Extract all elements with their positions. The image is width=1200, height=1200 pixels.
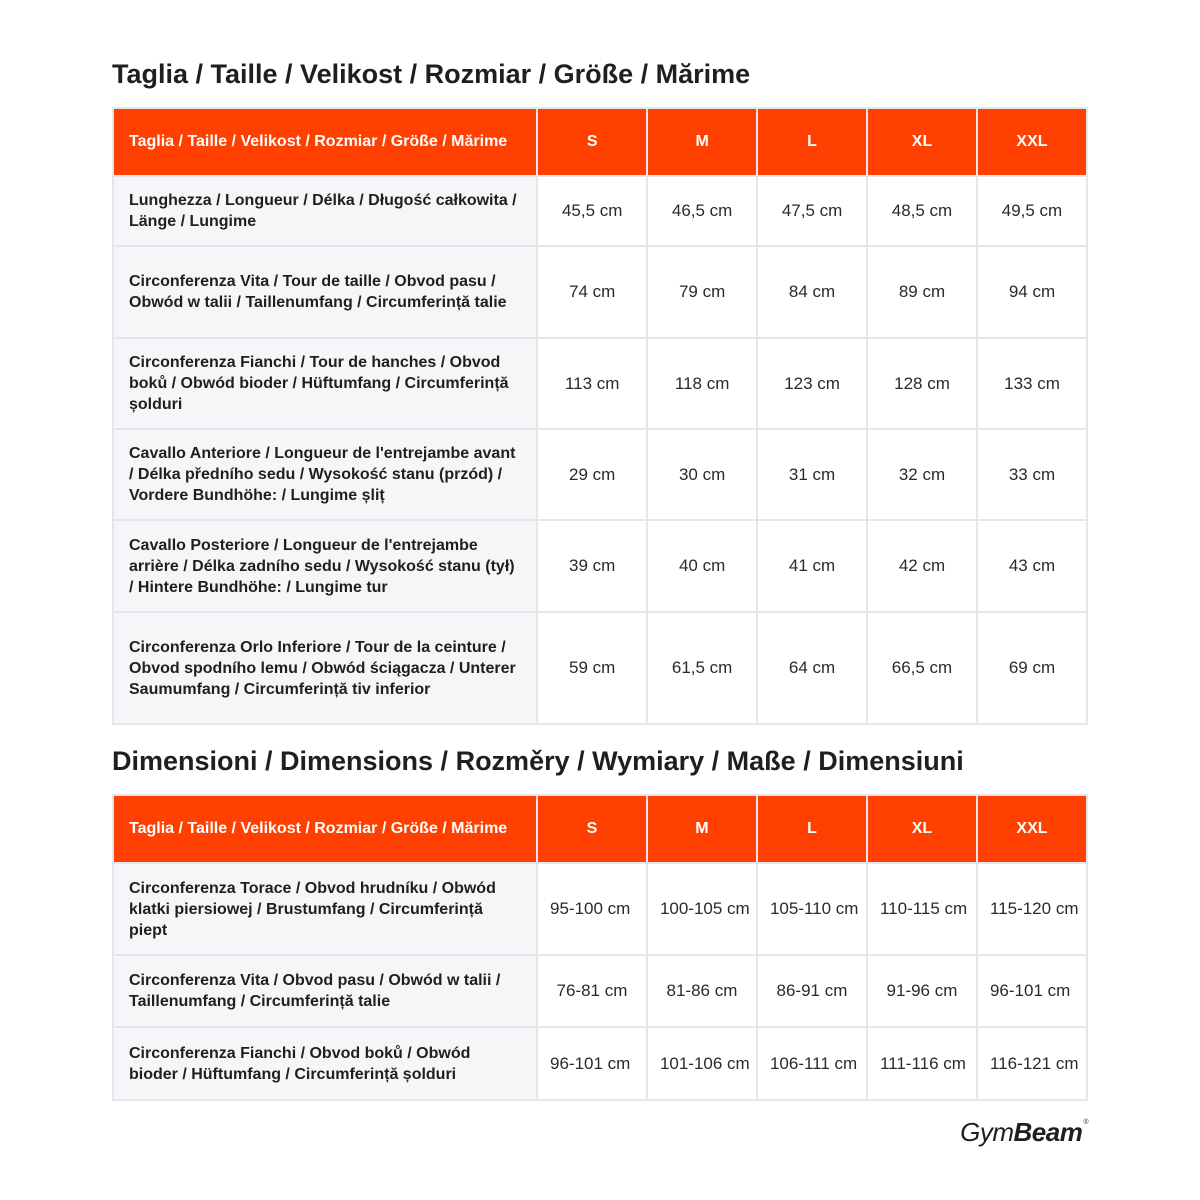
table-row — [114, 430, 1086, 519]
size-table — [112, 107, 1088, 725]
registered-mark: ® — [1083, 1119, 1088, 1126]
cell-value: 76-81 cm — [538, 956, 646, 1026]
gymbeam-logo — [960, 1117, 1088, 1148]
table-row — [114, 339, 1086, 428]
cell-value: 116-121 cm — [978, 1028, 1086, 1099]
header-size-s: S — [538, 796, 646, 862]
header-size-l: L — [758, 796, 866, 862]
table-row — [114, 864, 1086, 954]
cell-value: 64 cm — [758, 613, 866, 723]
header-size-s: S — [538, 109, 646, 175]
row-label: Cavallo Anteriore / Longueur de l'entrejambe avant / Délka předního sedu / Wysokość stanu (przód) / Vordere Bundhöhe: / Lungime șliț — [114, 430, 536, 519]
cell-value: 100-105 cm — [648, 864, 756, 954]
cell-value: 47,5 cm — [758, 177, 866, 245]
cell-value: 42 cm — [868, 521, 976, 611]
table-header-row — [114, 109, 1086, 175]
cell-value: 113 cm — [538, 339, 646, 428]
row-label: Circonferenza Torace / Obvod hrudníku / Obwód klatki piersiowej / Brustumfang / Circumferință piept — [114, 864, 536, 954]
cell-value: 118 cm — [648, 339, 756, 428]
cell-value: 74 cm — [538, 247, 646, 337]
row-label: Circonferenza Vita / Obvod pasu / Obwód w talii / Taillenumfang / Circumferință talie — [114, 956, 536, 1026]
row-label: Circonferenza Fianchi / Obvod boků / Obwód bioder / Hüftumfang / Circumferință șolduri — [114, 1028, 536, 1099]
table-row — [114, 521, 1086, 611]
table-row — [114, 247, 1086, 337]
table-row — [114, 177, 1086, 245]
cell-value: 96-101 cm — [978, 956, 1086, 1026]
logo-text-gym: Gym — [960, 1117, 1014, 1147]
cell-value: 95-100 cm — [538, 864, 646, 954]
table-row — [114, 613, 1086, 723]
cell-value: 33 cm — [978, 430, 1086, 519]
header-size-xl: XL — [868, 796, 976, 862]
header-size-m: M — [648, 109, 756, 175]
header-size-xxl: XXL — [978, 796, 1086, 862]
cell-value: 69 cm — [978, 613, 1086, 723]
cell-value: 30 cm — [648, 430, 756, 519]
size-table-title: Taglia / Taille / Velikost / Rozmiar / Größe / Mărime — [112, 59, 751, 89]
cell-value: 106-111 cm — [758, 1028, 866, 1099]
cell-value: 31 cm — [758, 430, 866, 519]
cell-value: 115-120 cm — [978, 864, 1086, 954]
cell-value: 96-101 cm — [538, 1028, 646, 1099]
cell-value: 123 cm — [758, 339, 866, 428]
cell-value: 61,5 cm — [648, 613, 756, 723]
cell-value: 89 cm — [868, 247, 976, 337]
cell-value: 45,5 cm — [538, 177, 646, 245]
cell-value: 39 cm — [538, 521, 646, 611]
cell-value: 79 cm — [648, 247, 756, 337]
cell-value: 41 cm — [758, 521, 866, 611]
table-row — [114, 1028, 1086, 1099]
cell-value: 91-96 cm — [868, 956, 976, 1026]
cell-value: 105-110 cm — [758, 864, 866, 954]
header-label: Taglia / Taille / Velikost / Rozmiar / Größe / Mărime — [114, 796, 536, 862]
cell-value: 46,5 cm — [648, 177, 756, 245]
cell-value: 29 cm — [538, 430, 646, 519]
cell-value: 94 cm — [978, 247, 1086, 337]
cell-value: 128 cm — [868, 339, 976, 428]
cell-value: 66,5 cm — [868, 613, 976, 723]
cell-value: 43 cm — [978, 521, 1086, 611]
table-row — [114, 956, 1086, 1026]
row-label: Lunghezza / Longueur / Délka / Długość całkowita / Länge / Lungime — [114, 177, 536, 245]
row-label: Circonferenza Orlo Inferiore / Tour de la ceinture / Obvod spodního lemu / Obwód ściągacza / Unterer Saumumfang / Circumferință tiv inferior — [114, 613, 536, 723]
row-label: Circonferenza Fianchi / Tour de hanches / Obvod boků / Obwód bioder / Hüftumfang / Circumferință șolduri — [114, 339, 536, 428]
header-label: Taglia / Taille / Velikost / Rozmiar / Größe / Mărime — [114, 109, 536, 175]
header-size-m: M — [648, 796, 756, 862]
logo-text-beam: Beam — [1013, 1117, 1083, 1147]
dimensions-table — [112, 794, 1088, 1101]
cell-value: 84 cm — [758, 247, 866, 337]
cell-value: 133 cm — [978, 339, 1086, 428]
row-label: Cavallo Posteriore / Longueur de l'entrejambe arrière / Délka zadního sedu / Wysokość stanu (tył) / Hintere Bundhöhe: / Lungime tur — [114, 521, 536, 611]
header-size-xxl: XXL — [978, 109, 1086, 175]
cell-value: 48,5 cm — [868, 177, 976, 245]
cell-value: 40 cm — [648, 521, 756, 611]
cell-value: 81-86 cm — [648, 956, 756, 1026]
cell-value: 59 cm — [538, 613, 646, 723]
dimensions-table-title: Dimensioni / Dimensions / Rozměry / Wymiary / Maße / Dimensiuni — [112, 746, 964, 776]
cell-value: 86-91 cm — [758, 956, 866, 1026]
cell-value: 49,5 cm — [978, 177, 1086, 245]
header-size-l: L — [758, 109, 866, 175]
cell-value: 32 cm — [868, 430, 976, 519]
cell-value: 110-115 cm — [868, 864, 976, 954]
row-label: Circonferenza Vita / Tour de taille / Obvod pasu / Obwód w talii / Taillenumfang / Circumferință talie — [114, 247, 536, 337]
cell-value: 101-106 cm — [648, 1028, 756, 1099]
table-header-row — [114, 796, 1086, 862]
cell-value: 111-116 cm — [868, 1028, 976, 1099]
header-size-xl: XL — [868, 109, 976, 175]
